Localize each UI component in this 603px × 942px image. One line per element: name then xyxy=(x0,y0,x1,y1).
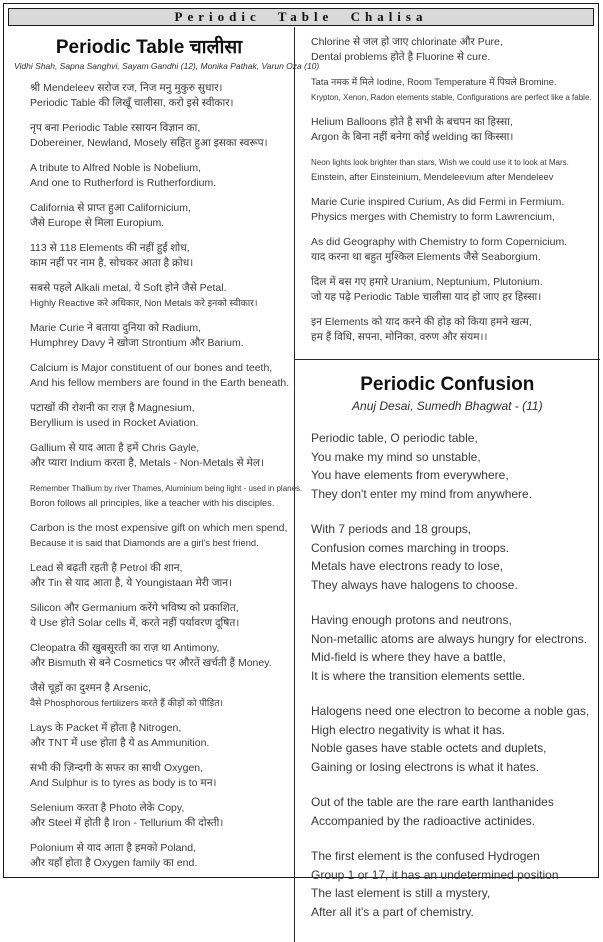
stanza xyxy=(311,35,592,65)
poem-line: Highly Reactive करे अधिकार, Non Metals करे इनको स्वीकार। xyxy=(30,298,258,308)
poem-line: Periodic Table की लिखूँ चालीसा, करो इसे स्वीकार। xyxy=(30,97,234,109)
poem-line: Tata नमक में मिले Iodine, Room Temperature में पिघले Bromine. xyxy=(311,77,557,87)
stanza xyxy=(311,702,592,776)
poem-line: Cleopatra की खुबसूरती का राज़ था Antimony, xyxy=(30,642,220,654)
stanza xyxy=(311,75,592,105)
poem-line: इन Elements को याद करने की होड़ को किया हमने खत्म, xyxy=(311,316,532,328)
poem-line: याद करना था बहुत मुश्किल Elements जैसे Seaborgium. xyxy=(311,251,541,263)
poem-line: Humphrey Davy ने खोजा Strontium और Barium. xyxy=(30,337,244,349)
stanza xyxy=(30,321,284,351)
poem-line: And one to Rutherford is Rutherfordium. xyxy=(30,177,217,189)
poem-line: Calcium is Major constituent of our bones and teeth, xyxy=(30,362,273,374)
poem-line: ये Use होते Solar cells में, करते नहीं पर्यावरण दूषित। xyxy=(30,617,240,629)
poem-line: 113 से 118 Elements की नहीं हुईं शोध, xyxy=(30,242,190,254)
poem-line: Halogens need one electron to become a noble gas, xyxy=(311,704,590,718)
poem-line: They always have halogens to choose. xyxy=(311,577,518,592)
document-page xyxy=(3,3,599,919)
poem-authors-chalisa: Vidhi Shah, Sapna Sanghvi, Sayam Gandhi (12), Monika Pathak, Varun Oza (10) xyxy=(14,61,320,71)
stanza xyxy=(311,429,592,503)
poem-line: Noble gases have stable octets and duplets, xyxy=(311,741,547,755)
stanza xyxy=(30,441,284,471)
stanza xyxy=(30,841,284,871)
poem-line: Mid-field is where they have a battle, xyxy=(311,650,506,664)
poem-line: जैसे चूहों का दुश्मन है Arsenic, xyxy=(30,682,151,694)
stanza xyxy=(30,681,284,711)
poem-line: Selenium करता है Photo लेके Copy, xyxy=(30,802,185,814)
poem-line: सभी की ज़िन्दगी के सफर का साथी Oxygen, xyxy=(30,762,204,774)
stanza xyxy=(311,155,592,185)
poem-line: श्री Mendeleev सरोज रज, निज मनु मुकुरु सुधार। xyxy=(30,82,223,94)
poem-line: Beryllium is used in Rocket Aviation. xyxy=(30,417,199,429)
stanza xyxy=(311,793,592,830)
poem-line: और प्यारा Indium करता है, Metals - Non-Metals से मेल। xyxy=(30,457,264,469)
stanza xyxy=(311,611,592,685)
poem-line: Out of the table are the rare earth lanthanides xyxy=(311,795,554,809)
stanza xyxy=(30,121,284,151)
stanza xyxy=(311,520,592,594)
poem-line: दिल में बस गए हमारे Uranium, Neptunium, Plutonium. xyxy=(311,276,543,288)
stanza xyxy=(311,275,592,305)
poem-line: Neon lights look brighter than stars, Wish we could use it to look at Mars. xyxy=(311,158,569,167)
stanza xyxy=(30,401,284,431)
stanza xyxy=(30,601,284,631)
poem-line: High electro negativity is what it has. xyxy=(311,722,506,737)
poem-line: Marie Curie inspired Curium, As did Fermi in Fermium. xyxy=(311,196,565,208)
poem-title-chalisa: Periodic Table चालीसा xyxy=(55,37,243,58)
poem-line: Remember Thallium by river Thames, Aluminium being light - used in planes. xyxy=(30,484,303,493)
poem-line: Confusion comes marching in troops. xyxy=(311,540,510,555)
poem-line: और यहाँ होता है Oxygen family का end. xyxy=(30,857,198,869)
stanza xyxy=(30,201,284,231)
stanza xyxy=(30,161,284,191)
poem-line: After all it's a part of chemistry. xyxy=(311,904,474,919)
section-divider xyxy=(295,359,600,360)
stanza xyxy=(30,241,284,271)
stanza xyxy=(311,235,592,265)
poem-line: Boron follows all principles, like a teacher with his disciples. xyxy=(30,498,275,508)
poem-line: और TNT में use होता है ये as Ammunition. xyxy=(30,737,210,749)
poem-line: हम हैं विधि, सपना, मोनिका, वरुण और संयम।। xyxy=(311,331,488,343)
stanza xyxy=(311,195,592,225)
poem-line: You have elements from everywhere, xyxy=(311,468,509,482)
poem-line: They don't enter my mind from anywhere. xyxy=(311,486,533,501)
poem-line: काम नहीं पर नाम है, सोचकर आता है क्रोध। xyxy=(30,257,194,269)
stanza xyxy=(30,361,290,391)
poem-line: पटाखों की रोशनी का राज़ है Magnesium, xyxy=(30,402,195,414)
left-column xyxy=(4,27,320,942)
chalisa-stanzas-left xyxy=(30,81,303,871)
poem-title-confusion: Periodic Confusion xyxy=(360,374,535,395)
poem-line: Silicon और Germanium करेंगे भविष्य को प्रकाशित, xyxy=(30,602,239,614)
stanza xyxy=(30,481,303,511)
poem-line: Lays के Packet में होता है Nitrogen, xyxy=(30,722,182,734)
poem-line: और Steel में होती है Iron - Tellurium की दोस्ती। xyxy=(30,817,224,829)
stanza xyxy=(30,521,288,551)
poem-line: Lead से बढ़ती रहती है Petrol की शान, xyxy=(30,562,183,574)
poem-line: Gaining or losing electrons is what it hates. xyxy=(311,759,540,774)
poem-line: The first element is the confused Hydrogen xyxy=(311,849,540,863)
poem-line: Einstein, after Einsteinium, Mendeleevium after Mendeleev xyxy=(311,172,554,182)
stanza xyxy=(311,115,592,145)
poem-line: Non-metallic atoms are always hungry for electrons. xyxy=(311,631,588,646)
stanza xyxy=(311,847,592,921)
poem-line: Gallium से याद आता है हमें Chris Gayle, xyxy=(30,442,200,454)
stanza xyxy=(30,561,284,591)
poem-line: Having enough protons and neutrons, xyxy=(311,613,512,627)
poem-line: Dental problems होते है Fluorine से cure. xyxy=(311,51,491,63)
poem-line: Physics merges with Chemistry to form Lawrencium, xyxy=(311,211,555,223)
poem-line: Krypton, Xenon, Radon elements stable, Configurations are perfect like a fable. xyxy=(311,93,592,102)
poem-line: Carbon is the most expensive gift on which men spend, xyxy=(30,522,288,534)
poem-line: सबसे पहले Alkali metal, ये Soft होने जैसे Petal. xyxy=(30,282,227,294)
poem-line: Because it is said that Diamonds are a girl's best friend. xyxy=(30,538,259,548)
poem-line: Marie Curie ने बताया दुनिया को Radium, xyxy=(30,322,202,334)
poem-line: Argon के बिना नहीं बनेगा कोई welding का किस्सा। xyxy=(311,131,514,143)
poem-line: Periodic table, O periodic table, xyxy=(311,431,478,445)
stanza xyxy=(311,315,592,345)
poem-line: Polonium से याद आता है हमको Poland, xyxy=(30,842,197,854)
poem-line: जैसे Europe से मिला Europium. xyxy=(30,217,165,229)
stanza xyxy=(30,761,284,791)
poem-line: Chlorine से जल हो जाए chlorinate और Pure, xyxy=(311,36,503,48)
poem-line: As did Geography with Chemistry to form Copernicium. xyxy=(311,236,568,248)
poem-line: And Sulphur is to tyres as body is to मन। xyxy=(30,777,217,789)
stanza xyxy=(30,81,284,111)
poem-line: With 7 periods and 18 groups, xyxy=(311,522,472,536)
stanza xyxy=(30,641,284,671)
poem-line: वैसे Phosphorous fertilizers करते हैं कीड़ों को पीड़ित। xyxy=(30,698,224,708)
confusion-stanzas xyxy=(311,429,592,921)
two-column-layout xyxy=(4,27,598,942)
poem-line: नृप बना Periodic Table रसायन विज्ञान का, xyxy=(30,122,201,134)
poem-line: Accompanied by the radioactive actinides. xyxy=(311,813,536,828)
page-header-banner xyxy=(8,8,594,26)
poem-section-confusion xyxy=(311,370,592,938)
poem-line: और Bismuth से बने Cosmetics पर औरतें खर्चती हैं Money. xyxy=(30,657,272,669)
poem-line: A tribute to Alfred Noble is Nobelium, xyxy=(30,162,202,174)
poem-line: You make my mind so unstable, xyxy=(311,449,481,464)
poem-line: जो यह पढ़े Periodic Table चालीसा याद हो जाए हर हिस्सा। xyxy=(311,291,542,303)
page-header-title: Periodic Table Chalisa xyxy=(174,9,428,24)
poem-line: Dobereiner, Newland, Mosely सहित हुआ इसका स्वरूप। xyxy=(30,137,268,149)
stanza xyxy=(30,281,284,311)
stanza xyxy=(30,801,284,831)
poem-line: It is where the transition elements settle. xyxy=(311,668,526,683)
poem-authors-confusion: Anuj Desai, Sumedh Bhagwat - (11) xyxy=(352,399,543,413)
chalisa-stanzas-right xyxy=(311,35,592,355)
poem-line: और Tin से याद आता है, ये Youngistaan मेरी जान। xyxy=(30,577,233,589)
poem-line: The last element is still a mystery, xyxy=(311,886,491,900)
poem-line: Group 1 or 17, it has an undetermined position xyxy=(311,867,559,882)
poem-line: Metals have electrons ready to lose, xyxy=(311,559,504,573)
poem-line: Helium Balloons होते है सभी के बचपन का हिस्सा, xyxy=(311,116,513,128)
stanza xyxy=(30,721,284,751)
right-column xyxy=(295,27,600,942)
poem-line: California से प्राप्त हुआ Californicium, xyxy=(30,202,191,214)
poem-line: And his fellow members are found in the Earth beneath. xyxy=(30,377,290,389)
